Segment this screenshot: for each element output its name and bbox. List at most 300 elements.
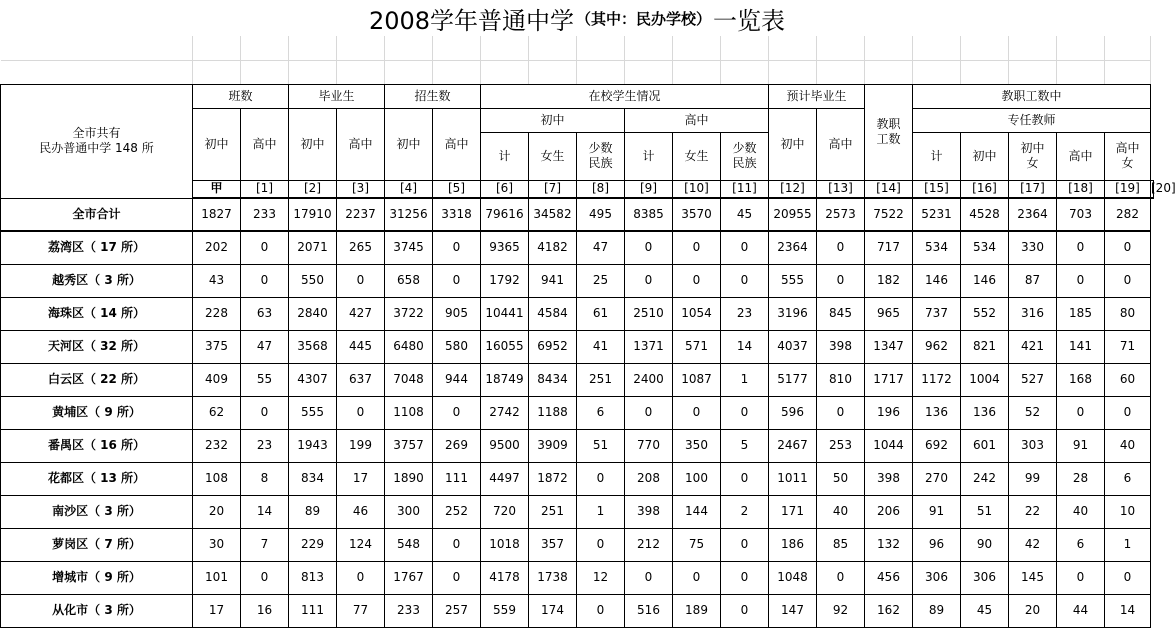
col-teach-junior-female: 初中女 [1009,132,1057,180]
value-cell: 357 [529,528,577,561]
value-cell: 658 [385,264,433,297]
value-cell: 944 [433,363,481,396]
value-cell: 52 [1009,396,1057,429]
value-cell: 316 [1009,297,1057,330]
value-cell: 45 [961,594,1009,627]
value-cell: 6 [577,396,625,429]
value-cell: 300 [385,495,433,528]
value-cell: 189 [673,594,721,627]
value-cell: 0 [625,264,673,297]
row-label-cell: 花都区（ 13 所） [1,462,193,495]
col-stu-s-female: 女生 [673,132,721,180]
value-cell: 92 [817,594,865,627]
value-cell: 282 [1105,198,1151,231]
value-cell: 51 [961,495,1009,528]
value-cell: 0 [721,594,769,627]
value-cell: 162 [865,594,913,627]
value-cell: 229 [289,528,337,561]
value-cell: 62 [193,396,241,429]
value-cell: 0 [1057,264,1105,297]
table-row [1,561,1154,594]
row-label-cell: 南沙区（ 3 所） [1,495,193,528]
value-cell: 0 [721,528,769,561]
corner-line2: 民办普通中学 148 所 [39,141,154,155]
value-cell: 51 [577,429,625,462]
value-cell: 1717 [865,363,913,396]
sheet-title [0,0,1154,36]
value-cell: 96 [913,528,961,561]
value-cell: 196 [865,396,913,429]
value-cell: 0 [721,462,769,495]
value-cell: 144 [673,495,721,528]
value-cell: 265 [337,231,385,264]
value-cell: 375 [193,330,241,363]
group-staff-of: 教职工数中 [913,84,1151,108]
value-cell: 0 [433,528,481,561]
value-cell: 40 [1105,429,1151,462]
value-cell: 17 [337,462,385,495]
value-cell: 60 [1105,363,1151,396]
value-cell: 3318 [433,198,481,231]
index-cell: [14] [865,180,913,198]
value-cell: 0 [241,264,289,297]
value-cell: 330 [1009,231,1057,264]
value-cell: 2 [721,495,769,528]
value-cell: 4182 [529,231,577,264]
value-cell: 77 [337,594,385,627]
index-cell: [17] [1009,180,1057,198]
value-cell: 40 [1057,495,1105,528]
value-cell: 9365 [481,231,529,264]
value-cell: 43 [193,264,241,297]
value-cell: 20955 [769,198,817,231]
value-cell: 251 [577,363,625,396]
value-cell: 124 [337,528,385,561]
value-cell: 0 [241,396,289,429]
group-students-senior: 高中 [625,108,769,132]
value-cell: 398 [817,330,865,363]
value-cell: 89 [289,495,337,528]
value-cell: 14 [1105,594,1151,627]
value-cell: 1188 [529,396,577,429]
value-cell: 90 [961,528,1009,561]
group-graduates: 毕业生 [289,84,385,108]
value-cell: 40 [817,495,865,528]
value-cell: 845 [817,297,865,330]
value-cell: 6952 [529,330,577,363]
col-staff-total: 教职工数 [865,84,913,180]
value-cell: 171 [769,495,817,528]
value-cell: 10441 [481,297,529,330]
title-tail: 一览表 [713,6,786,35]
value-cell: 17 [193,594,241,627]
value-cell: 253 [817,429,865,462]
value-cell: 1172 [913,363,961,396]
value-cell: 571 [673,330,721,363]
value-cell: 0 [625,396,673,429]
value-cell: 186 [769,528,817,561]
value-cell: 2400 [625,363,673,396]
value-cell: 252 [433,495,481,528]
value-cell: 555 [289,396,337,429]
value-cell: 6480 [385,330,433,363]
value-cell: 821 [961,330,1009,363]
value-cell: 136 [913,396,961,429]
group-enroll: 招生数 [385,84,481,108]
value-cell: 44 [1057,594,1105,627]
value-cell: 14 [721,330,769,363]
value-cell: 23 [241,429,289,462]
row-label-cell: 荔湾区（ 17 所） [1,231,193,264]
value-cell: 1 [1105,528,1151,561]
col-stu-j-total: 计 [481,132,529,180]
value-cell: 0 [577,594,625,627]
value-cell: 185 [1057,297,1105,330]
col-classes-senior: 高中 [241,108,289,180]
value-cell: 0 [241,231,289,264]
value-cell: 0 [577,462,625,495]
value-cell: 16 [241,594,289,627]
value-cell: 212 [625,528,673,561]
value-cell: 61 [577,297,625,330]
value-cell: 527 [1009,363,1057,396]
value-cell: 0 [433,231,481,264]
value-cell: 456 [865,561,913,594]
value-cell: 962 [913,330,961,363]
value-cell: 559 [481,594,529,627]
value-cell: 0 [1057,396,1105,429]
row-label-cell: 天河区（ 32 所） [1,330,193,363]
value-cell: 202 [193,231,241,264]
value-cell: 3745 [385,231,433,264]
table-row [1,528,1154,561]
value-cell: 2364 [1009,198,1057,231]
value-cell: 91 [913,495,961,528]
value-cell: 8 [241,462,289,495]
value-cell: 2742 [481,396,529,429]
index-cell: [15] [913,180,961,198]
value-cell: 0 [721,561,769,594]
group-students-junior: 初中 [481,108,625,132]
table-row [1,264,1154,297]
value-cell: 80 [1105,297,1151,330]
value-cell: 0 [817,561,865,594]
table-row [1,396,1154,429]
value-cell: 232 [193,429,241,462]
value-cell: 0 [1057,561,1105,594]
value-cell: 174 [529,594,577,627]
row-label-cell: 从化市（ 3 所） [1,594,193,627]
value-cell: 306 [961,561,1009,594]
value-cell: 1054 [673,297,721,330]
value-cell: 10 [1105,495,1151,528]
value-cell: 596 [769,396,817,429]
value-cell: 41 [577,330,625,363]
value-cell: 1890 [385,462,433,495]
value-cell: 233 [385,594,433,627]
value-cell: 1048 [769,561,817,594]
value-cell: 2237 [337,198,385,231]
value-cell: 4307 [289,363,337,396]
value-cell: 4497 [481,462,529,495]
value-cell: 0 [241,561,289,594]
index-cell: [2] [289,180,337,198]
value-cell: 79616 [481,198,529,231]
value-cell: 4584 [529,297,577,330]
value-cell: 834 [289,462,337,495]
value-cell: 409 [193,363,241,396]
value-cell: 20 [193,495,241,528]
value-cell: 1347 [865,330,913,363]
table-row [1,231,1154,264]
index-cell: [12] [769,180,817,198]
value-cell: 100 [673,462,721,495]
value-cell: 269 [433,429,481,462]
value-cell: 398 [865,462,913,495]
index-cell: [8] [577,180,625,198]
value-cell: 0 [673,561,721,594]
value-cell: 2364 [769,231,817,264]
table-row [1,330,1154,363]
value-cell: 55 [241,363,289,396]
value-cell: 941 [529,264,577,297]
index-cell: [11] [721,180,769,198]
value-cell: 168 [1057,363,1105,396]
value-cell: 146 [961,264,1009,297]
value-cell: 42 [1009,528,1057,561]
value-cell: 5177 [769,363,817,396]
value-cell: 2467 [769,429,817,462]
value-cell: 306 [913,561,961,594]
value-cell: 147 [769,594,817,627]
value-cell: 46 [337,495,385,528]
value-cell: 350 [673,429,721,462]
value-cell: 810 [817,363,865,396]
value-cell: 91 [1057,429,1105,462]
index-cell: [4] [385,180,433,198]
value-cell: 23 [721,297,769,330]
value-cell: 0 [721,264,769,297]
value-cell: 3757 [385,429,433,462]
value-cell: 580 [433,330,481,363]
row-label-cell: 增城市（ 9 所） [1,561,193,594]
value-cell: 303 [1009,429,1057,462]
value-cell: 495 [577,198,625,231]
value-cell: 47 [241,330,289,363]
value-cell: 89 [913,594,961,627]
value-cell: 398 [625,495,673,528]
value-cell: 7 [241,528,289,561]
value-cell: 555 [769,264,817,297]
index-cell: [13] [817,180,865,198]
value-cell: 22 [1009,495,1057,528]
value-cell: 206 [865,495,913,528]
value-cell: 4037 [769,330,817,363]
col-grad-junior: 初中 [289,108,337,180]
value-cell: 1108 [385,396,433,429]
value-cell: 8434 [529,363,577,396]
value-cell: 0 [625,231,673,264]
corner-header-cell [1,84,193,198]
value-cell: 5231 [913,198,961,231]
value-cell: 1371 [625,330,673,363]
col-grad-senior: 高中 [337,108,385,180]
value-cell: 534 [961,231,1009,264]
value-cell: 9500 [481,429,529,462]
value-cell: 111 [289,594,337,627]
row-label-cell: 番禺区（ 16 所） [1,429,193,462]
value-cell: 552 [961,297,1009,330]
value-cell: 47 [577,231,625,264]
value-cell: 99 [1009,462,1057,495]
col-stu-s-minority: 少数民族 [721,132,769,180]
value-cell: 516 [625,594,673,627]
value-cell: 6 [1105,462,1151,495]
value-cell: 182 [865,264,913,297]
value-cell: 75 [673,528,721,561]
value-cell: 692 [913,429,961,462]
col-teach-junior: 初中 [961,132,1009,180]
value-cell: 18749 [481,363,529,396]
col-classes-junior: 初中 [193,108,241,180]
group-teachers: 专任教师 [913,108,1151,132]
value-cell: 0 [577,528,625,561]
table-row [1,297,1154,330]
index-cell: [20] [1151,180,1154,198]
value-cell: 101 [193,561,241,594]
row-label-cell: 全市合计 [1,198,193,231]
value-cell: 905 [433,297,481,330]
value-cell: 0 [673,231,721,264]
value-cell: 1767 [385,561,433,594]
value-cell: 770 [625,429,673,462]
corner-line1: 全市共有 [72,126,121,140]
value-cell: 0 [1105,264,1151,297]
value-cell: 270 [913,462,961,495]
value-cell: 5 [721,429,769,462]
title-main: 2008学年普通中学 [368,6,575,35]
value-cell: 141 [1057,330,1105,363]
value-cell: 199 [337,429,385,462]
group-classes: 班数 [193,84,289,108]
value-cell: 31256 [385,198,433,231]
value-cell: 1087 [673,363,721,396]
col-stu-s-total: 计 [625,132,673,180]
col-teach-senior-female: 高中女 [1105,132,1151,180]
value-cell: 14 [241,495,289,528]
value-cell: 548 [385,528,433,561]
value-cell: 1872 [529,462,577,495]
value-cell: 3722 [385,297,433,330]
value-cell: 1827 [193,198,241,231]
value-cell: 7522 [865,198,913,231]
value-cell: 30 [193,528,241,561]
title-sub: （其中：民办学校） [576,9,712,28]
index-cell: [6] [481,180,529,198]
value-cell: 45 [721,198,769,231]
value-cell: 1738 [529,561,577,594]
value-cell: 208 [625,462,673,495]
value-cell: 703 [1057,198,1105,231]
value-cell: 0 [1105,561,1151,594]
group-expected: 预计毕业生 [769,84,865,108]
value-cell: 257 [433,594,481,627]
value-cell: 132 [865,528,913,561]
value-cell: 0 [1057,231,1105,264]
value-cell: 534 [913,231,961,264]
value-cell: 0 [673,264,721,297]
row-label-cell: 白云区（ 22 所） [1,363,193,396]
value-cell: 737 [913,297,961,330]
value-cell: 1943 [289,429,337,462]
col-enroll-senior: 高中 [433,108,481,180]
index-cell: [5] [433,180,481,198]
col-expected-junior: 初中 [769,108,817,180]
value-cell: 17910 [289,198,337,231]
value-cell: 87 [1009,264,1057,297]
value-cell: 717 [865,231,913,264]
value-cell: 421 [1009,330,1057,363]
index-cell: [19] [1105,180,1151,198]
table-row [1,429,1154,462]
value-cell: 1018 [481,528,529,561]
value-cell: 0 [721,231,769,264]
value-cell: 251 [529,495,577,528]
value-cell: 20 [1009,594,1057,627]
data-table [0,36,1176,628]
value-cell: 2071 [289,231,337,264]
value-cell: 0 [1105,396,1151,429]
value-cell: 146 [913,264,961,297]
value-cell: 0 [817,264,865,297]
value-cell: 3570 [673,198,721,231]
value-cell: 427 [337,297,385,330]
value-cell: 145 [1009,561,1057,594]
group-students: 在校学生情况 [481,84,769,108]
value-cell: 8385 [625,198,673,231]
row-label-cell: 黄埔区（ 9 所） [1,396,193,429]
col-enroll-junior: 初中 [385,108,433,180]
value-cell: 108 [193,462,241,495]
value-cell: 228 [193,297,241,330]
value-cell: 1044 [865,429,913,462]
value-cell: 0 [433,396,481,429]
col-stu-j-female: 女生 [529,132,577,180]
value-cell: 12 [577,561,625,594]
value-cell: 28 [1057,462,1105,495]
value-cell: 3909 [529,429,577,462]
value-cell: 0 [433,264,481,297]
row-label-cell: 萝岗区（ 7 所） [1,528,193,561]
value-cell: 34582 [529,198,577,231]
index-cell: [7] [529,180,577,198]
value-cell: 0 [433,561,481,594]
value-cell: 637 [337,363,385,396]
value-cell: 445 [337,330,385,363]
value-cell: 71 [1105,330,1151,363]
value-cell: 2510 [625,297,673,330]
value-cell: 25 [577,264,625,297]
value-cell: 111 [433,462,481,495]
table-row [1,495,1154,528]
value-cell: 3568 [289,330,337,363]
index-cell: [9] [625,180,673,198]
value-cell: 0 [337,264,385,297]
value-cell: 6 [1057,528,1105,561]
value-cell: 0 [625,561,673,594]
value-cell: 4178 [481,561,529,594]
value-cell: 0 [337,396,385,429]
